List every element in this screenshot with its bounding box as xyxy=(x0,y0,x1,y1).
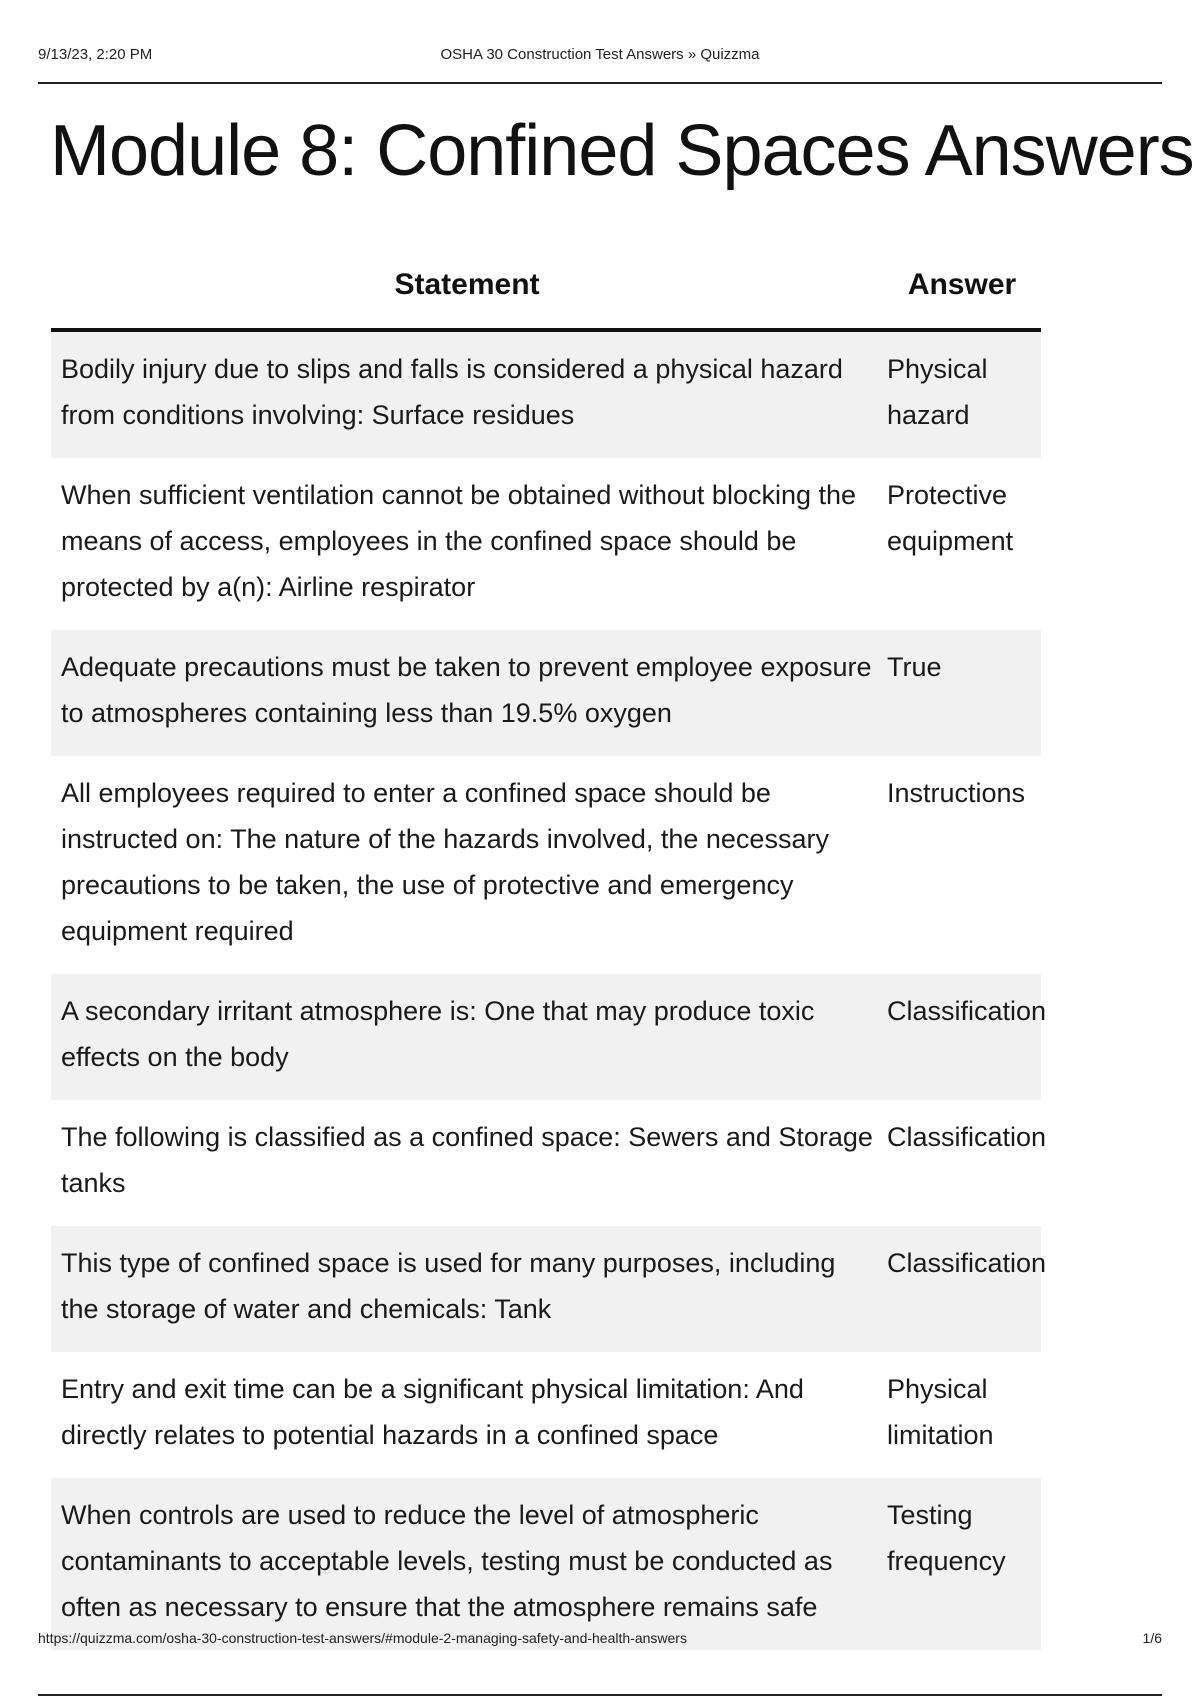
statement-cell: When controls are used to reduce the level of atmospheric contaminants to acceptable levels, testing must be conducted as often as necessary to ensure that the atmosphere remains safe xyxy=(51,1478,883,1650)
statement-column-header: Statement xyxy=(51,240,883,330)
answer-cell: Physical hazard xyxy=(883,330,1041,458)
statement-cell: Entry and exit time can be a significant physical limitation: And directly relates to potential hazards in a confined space xyxy=(61,1374,804,1450)
page-url: https://quizzma.com/osha-30-construction-test-answers/#module-2-managing-safety-and-health-answers xyxy=(38,1630,687,1646)
page-title: Module 8: Confined Spaces Answers xyxy=(50,111,1194,191)
table-row xyxy=(51,974,1041,1100)
table-row xyxy=(51,1352,1041,1478)
answer-column-header: Answer xyxy=(883,240,1041,330)
bottom-divider xyxy=(38,1694,1162,1696)
statement-cell: Bodily injury due to slips and falls is considered a physical hazard from conditions involving: Surface residues xyxy=(51,330,883,458)
answer-cell: Classification xyxy=(883,1226,1041,1352)
table-row xyxy=(51,1478,1041,1650)
answer-cell: Physical limitation xyxy=(887,1374,994,1450)
print-date: 9/13/23, 2:20 PM xyxy=(38,46,153,63)
answer-cell: Classification xyxy=(887,1122,1047,1152)
statement-cell: A secondary irritant atmosphere is: One that may produce toxic effects on the body xyxy=(51,974,883,1100)
statement-cell: All employees required to enter a confined space should be instructed on: The nature of the hazards involved, the necessary precautions to be taken, the use of protective and emergency equipment required xyxy=(61,778,829,946)
statement-cell: When sufficient ventilation cannot be obtained without blocking the means of access, employees in the confined space should be protected by a(n): Airline respirator xyxy=(61,480,857,602)
answer-cell: True xyxy=(883,630,1041,756)
table-row xyxy=(51,458,1041,630)
table-row xyxy=(51,1100,1041,1226)
answer-cell: Classification xyxy=(883,974,1041,1100)
table-row xyxy=(51,1226,1041,1352)
answer-cell: Instructions xyxy=(887,778,1026,808)
statement-cell: The following is classified as a confined space: Sewers and Storage tanks xyxy=(61,1122,873,1198)
answer-cell: Testing frequency xyxy=(883,1478,1041,1650)
answer-cell: Protective equipment xyxy=(887,480,1014,556)
table-row xyxy=(51,630,1041,756)
table-row xyxy=(51,330,1041,458)
document-title: OSHA 30 Construction Test Answers » Quizzma xyxy=(440,46,760,63)
table-header-row xyxy=(51,240,1041,330)
print-header xyxy=(38,42,1162,84)
statement-cell: This type of confined space is used for many purposes, including the storage of water and chemicals: Tank xyxy=(51,1226,883,1352)
answers-table xyxy=(51,240,1047,1650)
statement-cell: Adequate precautions must be taken to prevent employee exposure to atmospheres containing less than 19.5% oxygen xyxy=(51,630,883,756)
table-row xyxy=(51,756,1041,974)
page-number: 1/6 xyxy=(1142,1630,1162,1646)
